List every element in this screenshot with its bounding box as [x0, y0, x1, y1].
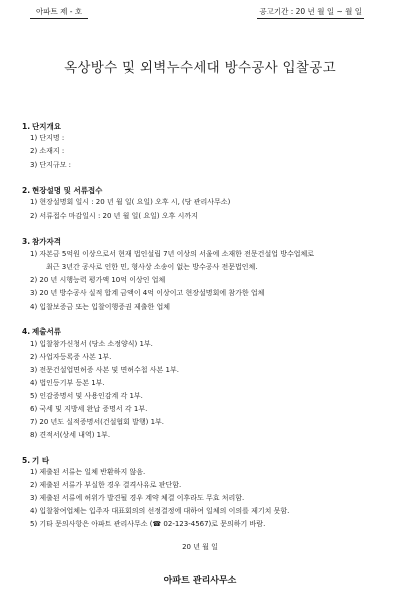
list-item: 2) 20 년 시행능력 평가액 10억 이상인 업체 [30, 276, 166, 284]
list-item: 2) 소재지 : [30, 147, 65, 155]
list-item: 3) 제출된 서류에 허위가 발견될 경우 계약 체결 이후라도 무효 처리함. [30, 494, 245, 502]
list-item: 5) 인감증명서 및 사용인감계 각 1부. [30, 392, 143, 400]
document-number: 아파트 제 - 호 [30, 6, 88, 19]
list-item: 3) 단지규모 : [30, 161, 72, 169]
list-item: 2) 서류접수 마감일시 : 20 년 월 일( 요일) 오후 시까지 [30, 212, 198, 220]
list-item: 4) 입찰참여업체는 입주자 대표회의의 선정결정에 대하여 일체의 이의를 제기치 못함. [30, 507, 290, 515]
header [0, 6, 400, 20]
office-name: 아파트 관리사무소 [163, 576, 237, 586]
list-item: 1) 입찰참가신청서 (당소 소정양식) 1부. [30, 340, 153, 348]
list-item: 3) 전문건설업면허증 사본 및 면허수첩 사본 1부. [30, 366, 179, 374]
list-item: 1) 현장설명회 일시 : 20 년 월 일( 요일) 오후 시, (당 관리사무소) [30, 198, 231, 206]
list-item: 4) 입찰보증금 또는 입찰이행증권 제출한 업체 [30, 303, 171, 311]
announcement-period: 공고기간 : 20 년 월 일 ~ 월 일 [257, 6, 364, 19]
section-heading-others: 5. 기 타 [22, 456, 50, 465]
list-item: 1) 제출된 서류는 일체 반환하지 않음. [30, 468, 146, 476]
list-item: 2) 사업자등록증 사본 1부. [30, 353, 112, 361]
list-item: 8) 견적서(상세 내역) 1부. [30, 431, 111, 439]
list-item: 7) 20 년도 실적증명서(건설협회 발행) 1부. [30, 418, 165, 426]
section-heading-documents: 4. 제출서류 [22, 327, 61, 336]
list-item: 3) 20 년 방수공사 실적 합계 금액이 4억 이상이고 현장설명회에 참가한 업체 [30, 289, 265, 297]
section-heading-eligibility: 3. 참가자격 [22, 237, 61, 246]
list-item: 4) 법인등기부 등본 1부. [30, 379, 105, 387]
announcement-date: 20 년 월 일 [182, 543, 218, 551]
list-item: 5) 기타 문의사항은 아파트 관리사무소 (☎ 02-123-4567)로 문의하기 바람. [30, 520, 266, 528]
list-item-continuation: 최근 3년간 공사로 인한 민, 형사상 소송이 없는 방수공사 전문법인체. [46, 263, 258, 271]
list-item: 1) 자본금 5억원 이상으로서 현재 법인설립 7년 이상의 서울에 소재한 전문건설업 방수업체로 [30, 250, 314, 258]
section-heading-briefing: 2. 현장설명 및 서류접수 [22, 186, 103, 195]
document-title: 옥상방수 및 외벽누수세대 방수공사 입찰공고 [64, 60, 336, 76]
list-item: 2) 제출된 서류가 부실한 경우 결격사유로 판단함. [30, 481, 182, 489]
list-item: 1) 단지명 : [30, 134, 65, 142]
list-item: 6) 국세 및 지방세 완납 증명서 각 1부. [30, 405, 148, 413]
section-heading-overview: 1. 단지개요 [22, 122, 61, 131]
